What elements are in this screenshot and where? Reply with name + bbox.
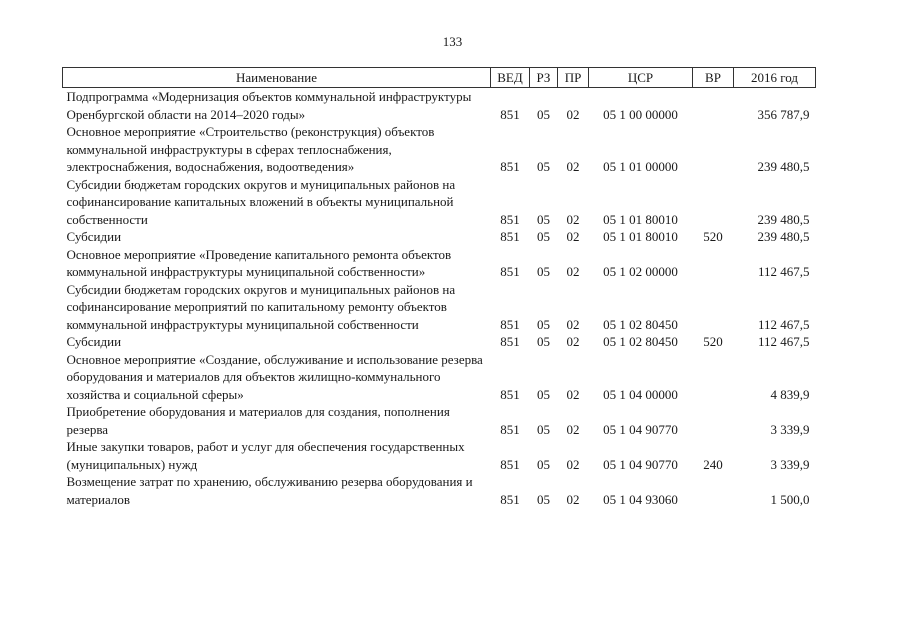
cell-name: Возмещение затрат по хранению, обслуживанию резерва оборудования и материалов [66, 474, 473, 507]
cell-name: Подпрограмма «Модернизация объектов коммунальной инфраструктуры Оренбургской области на 2014–2020 годы» [66, 89, 472, 122]
cell-ved: 851 [500, 334, 520, 349]
cell-name: Субсидии [66, 229, 122, 244]
cell-ved: 851 [500, 211, 520, 227]
cell-rz: 05 [537, 229, 550, 244]
cell-csr: 05 1 02 80450 [603, 334, 678, 349]
cell-amount: 239 480,5 [757, 159, 810, 174]
cell-ved: 851 [500, 491, 520, 507]
header-rz: РЗ [530, 68, 558, 88]
cell-vr [693, 351, 734, 404]
cell-name: Основное мероприятие «Строительство (реконструкция) объектов коммунальной инфраструктуры в сферах теплоснабжения, электроснабжения, водоснабжения, водоотведения» [66, 124, 435, 174]
cell-pr: 02 [566, 106, 580, 122]
cell-pr: 02 [566, 159, 580, 174]
table-row [63, 281, 816, 334]
table-row [63, 473, 816, 508]
cell-vr [693, 246, 734, 281]
cell-csr: 05 1 01 80010 [603, 211, 678, 227]
cell-csr: 05 1 01 00000 [603, 159, 678, 174]
cell-csr: 05 1 02 80450 [603, 316, 678, 332]
cell-vr [693, 88, 734, 124]
cell-vr [693, 473, 734, 508]
cell-pr: 02 [566, 229, 580, 244]
cell-vr: 520 [703, 229, 723, 244]
budget-table [62, 67, 816, 508]
cell-pr: 02 [566, 334, 580, 349]
cell-vr [693, 123, 734, 176]
table-row [63, 123, 816, 176]
cell-rz: 05 [537, 159, 550, 174]
cell-amount: 3 339,9 [770, 456, 810, 472]
cell-rz: 05 [537, 421, 550, 437]
cell-amount: 239 480,5 [757, 229, 810, 244]
cell-vr: 240 [703, 456, 723, 472]
cell-amount: 1 500,0 [770, 491, 810, 507]
cell-ved: 851 [500, 456, 520, 472]
cell-csr: 05 1 04 00000 [603, 386, 678, 402]
cell-pr: 02 [566, 491, 580, 507]
table-row [63, 246, 816, 281]
header-pr: ПР [558, 68, 589, 88]
cell-amount: 356 787,9 [757, 106, 810, 122]
cell-rz: 05 [537, 211, 550, 227]
cell-rz: 05 [537, 106, 550, 122]
page-number: 133 [442, 34, 463, 49]
cell-name: Субсидии бюджетам городских округов и муниципальных районов на софинансирование мероприятий по капитальному ремонту объектов коммунальной инфраструктуры муниципальной собственности [66, 281, 456, 332]
cell-pr: 02 [566, 316, 580, 332]
cell-csr: 05 1 04 93060 [603, 491, 678, 507]
cell-csr: 05 1 04 90770 [603, 421, 678, 437]
cell-ved: 851 [500, 386, 520, 402]
table-row [63, 333, 816, 351]
cell-rz: 05 [537, 264, 550, 279]
cell-ved: 851 [500, 106, 520, 122]
table-row [63, 88, 816, 124]
cell-name: Иные закупки товаров, работ и услуг для обеспечения государственных (муниципальных) нужд [66, 439, 465, 472]
cell-vr [693, 403, 734, 438]
cell-pr: 02 [566, 386, 580, 402]
header-csr: ЦСР [589, 68, 693, 88]
header-ved: ВЕД [491, 68, 530, 88]
cell-csr: 05 1 02 00000 [603, 264, 678, 279]
header-year: 2016 год [734, 68, 816, 88]
table-header-row [63, 68, 816, 88]
header-name: Наименование [63, 68, 491, 88]
cell-vr [693, 176, 734, 229]
cell-pr: 02 [566, 211, 580, 227]
table-row [63, 176, 816, 229]
cell-csr: 05 1 04 90770 [603, 456, 678, 472]
table-row [63, 403, 816, 438]
cell-csr: 05 1 01 80010 [603, 229, 678, 244]
table-row [63, 438, 816, 473]
cell-pr: 02 [566, 264, 580, 279]
cell-amount: 112 467,5 [757, 334, 810, 349]
cell-pr: 02 [566, 456, 580, 472]
cell-vr: 520 [703, 334, 723, 349]
cell-amount: 239 480,5 [757, 211, 810, 227]
cell-amount: 112 467,5 [757, 316, 810, 332]
cell-ved: 851 [500, 421, 520, 437]
table-body [63, 88, 816, 509]
cell-rz: 05 [537, 316, 550, 332]
cell-name: Субсидии бюджетам городских округов и муниципальных районов на софинансирование капитальных вложений в объекты муниципальной собственности [66, 176, 456, 227]
cell-amount: 112 467,5 [757, 264, 810, 279]
cell-ved: 851 [500, 159, 520, 174]
cell-ved: 851 [500, 264, 520, 279]
cell-rz: 05 [537, 491, 550, 507]
cell-ved: 851 [500, 229, 520, 244]
table-row [63, 228, 816, 246]
cell-rz: 05 [537, 386, 550, 402]
cell-rz: 05 [537, 334, 550, 349]
cell-pr: 02 [566, 421, 580, 437]
cell-rz: 05 [537, 456, 550, 472]
cell-name: Основное мероприятие «Проведение капитального ремонта объектов коммунальной инфраструктуры муниципальной собственности» [66, 246, 452, 279]
cell-name: Приобретение оборудования и материалов для создания, пополнения резерва [66, 404, 450, 437]
cell-amount: 4 839,9 [770, 386, 810, 402]
cell-amount: 3 339,9 [770, 421, 810, 437]
header-vr: ВР [693, 68, 734, 88]
cell-csr: 05 1 00 00000 [603, 106, 678, 122]
cell-name: Субсидии [66, 334, 122, 349]
cell-ved: 851 [500, 316, 520, 332]
cell-vr [693, 281, 734, 334]
table-row [63, 351, 816, 404]
cell-name: Основное мероприятие «Создание, обслуживание и использование резерва оборудования и материалов для объектов жилищно-коммунального хозяйства и социальной сферы» [66, 351, 483, 402]
